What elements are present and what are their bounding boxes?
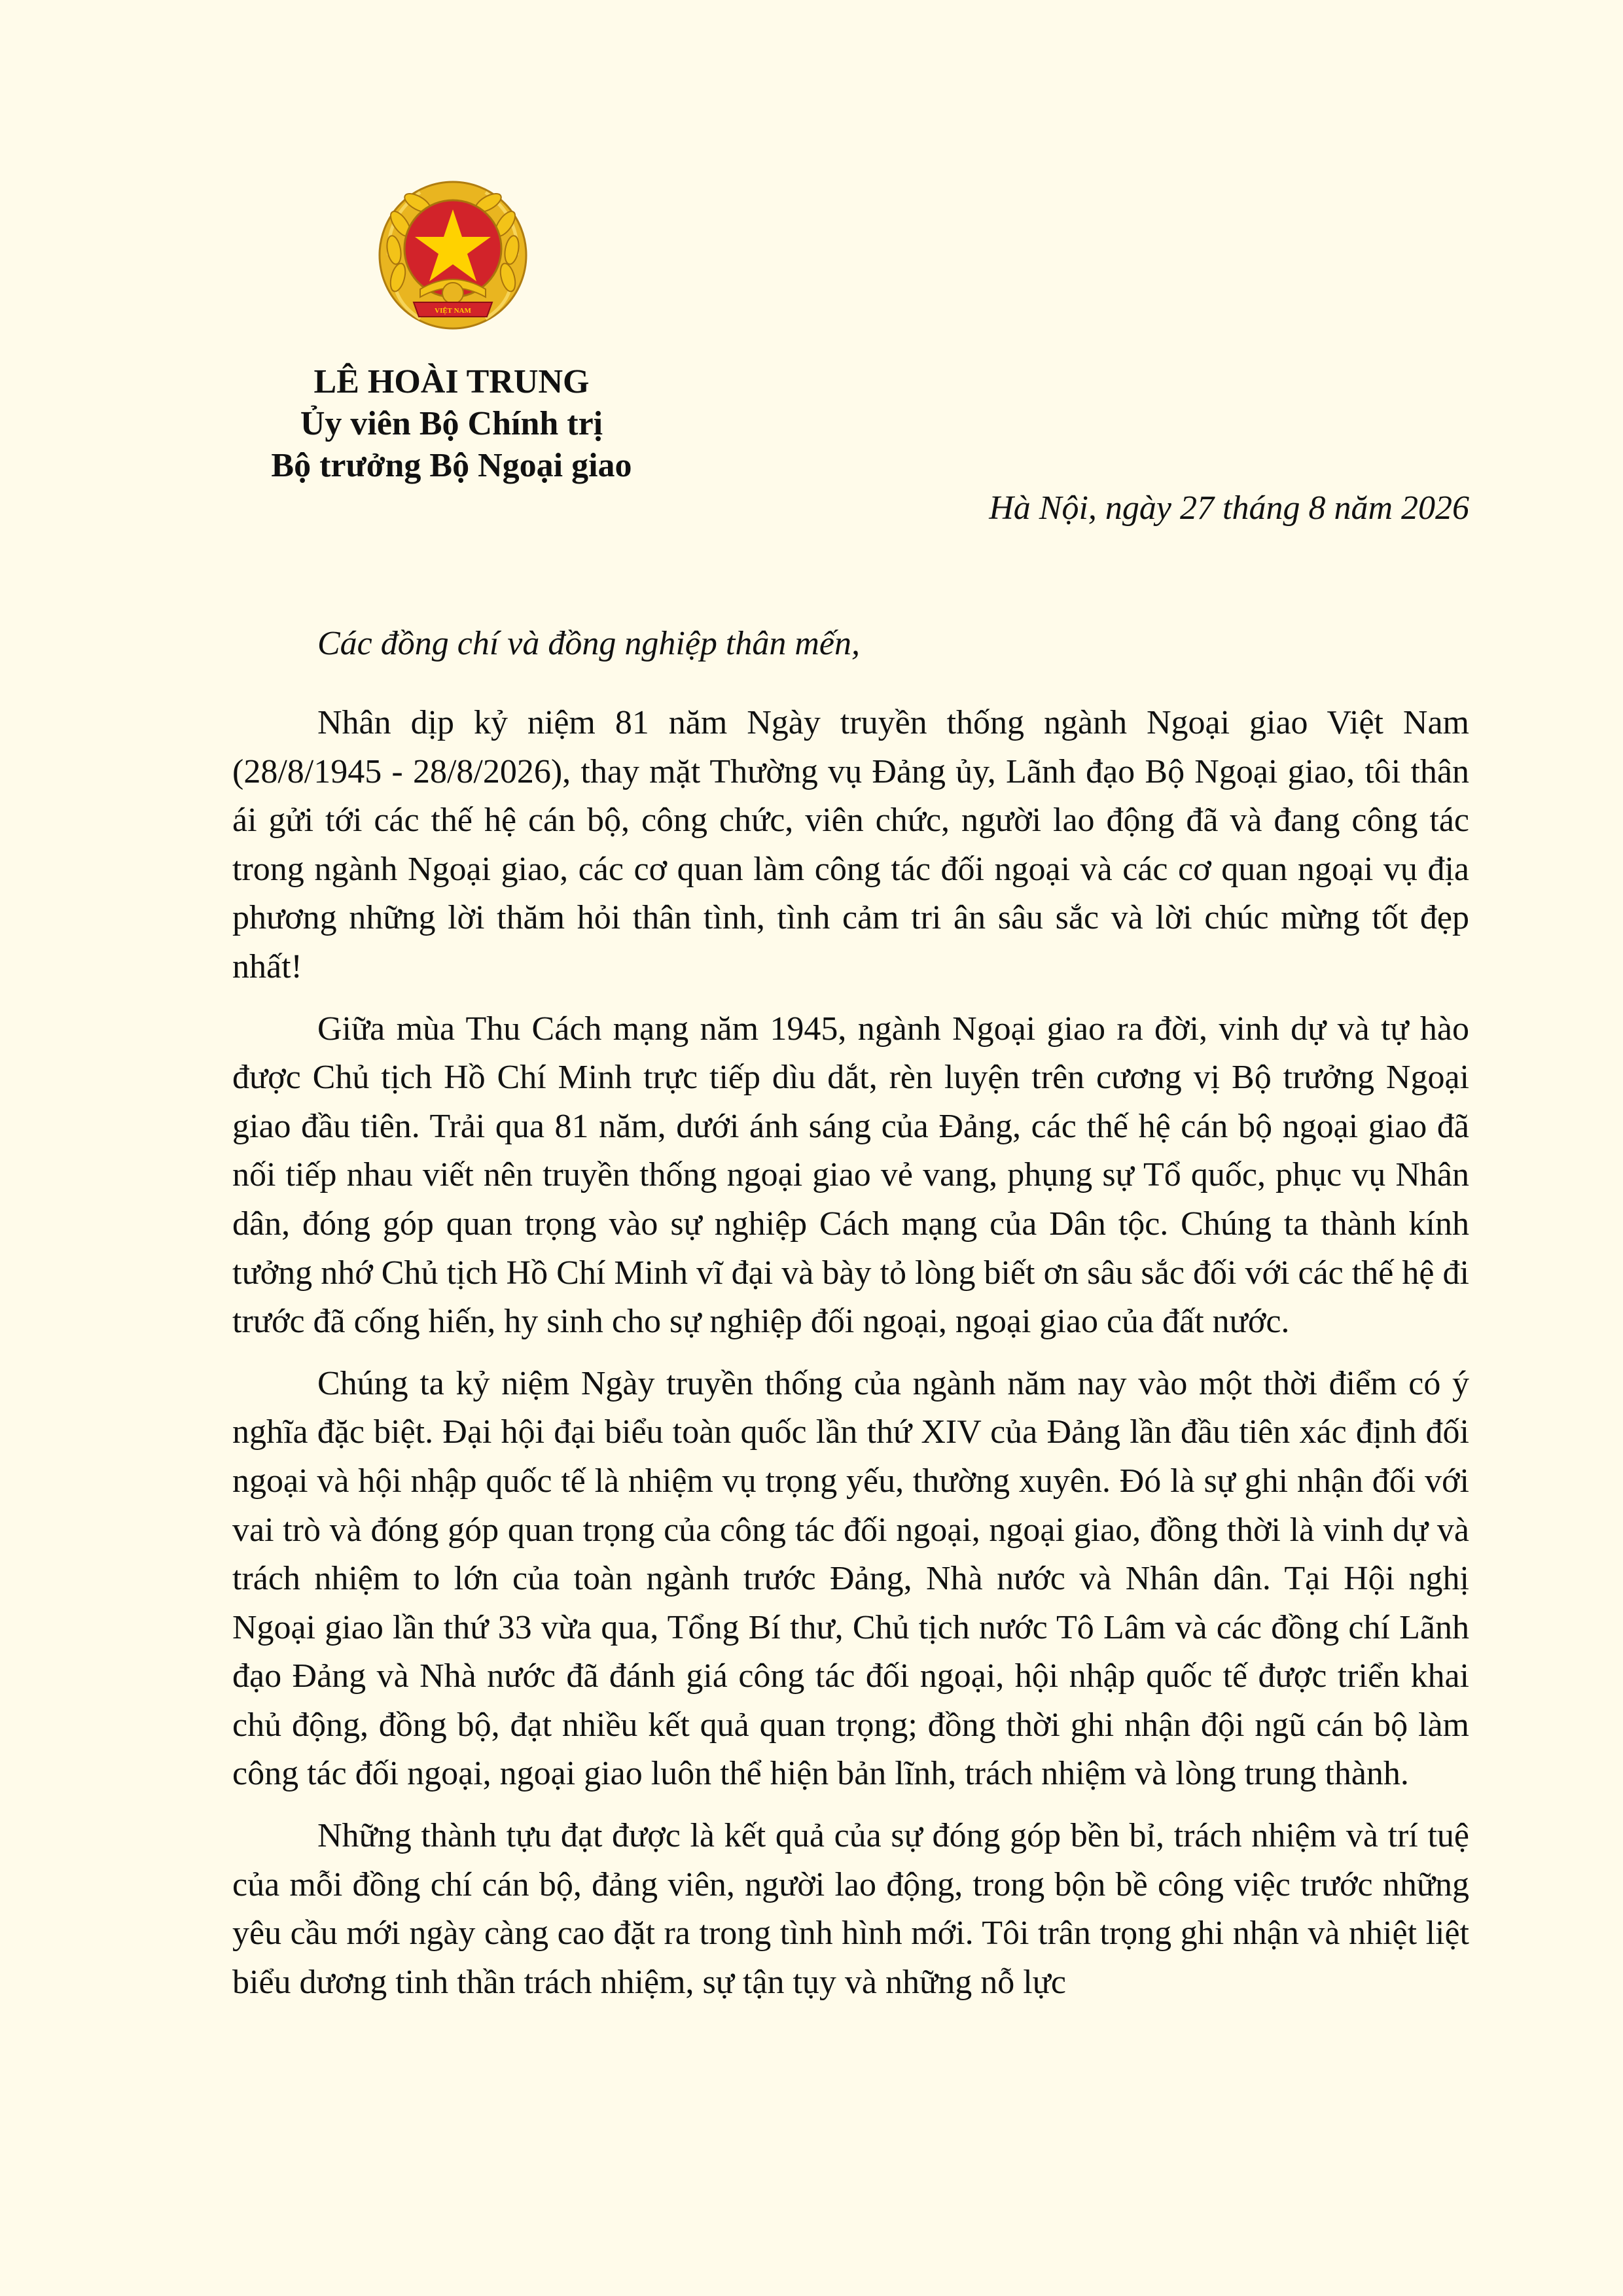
letter-body <box>232 699 1469 2020</box>
sender-name: LÊ HOÀI TRUNG <box>313 363 590 400</box>
sender-title-politburo: Ủy viên Bộ Chính trị <box>300 405 603 442</box>
national-emblem-icon <box>374 178 531 335</box>
paragraph: Giữa mùa Thu Cách mạng năm 1945, ngành Ngoại giao ra đời, vinh dự và tự hào được Chủ tịch Hồ Chí Minh trực tiếp dìu dắt, rèn luyện trên cương vị Bộ trưởng Ngoại giao đầu tiên. Trải qua 81 năm, dưới ánh sáng của Đảng, các thế hệ cán bộ ngoại giao đã nối tiếp nhau viết nên truyền thống ngoại giao vẻ vang, phụng sự Tổ quốc, phục vụ Nhân dân, đóng góp quan trọng vào sự nghiệp Cách mạng của Dân tộc. Chúng ta thành kính tưởng nhớ Chủ tịch Hồ Chí Minh vĩ đại và bày tỏ lòng biết ơn sâu sắc đối với các thế hệ đi trước đã cống hiến, hy sinh cho sự nghiệp đối ngoại, ngoại giao của đất nước. <box>232 1010 1469 1341</box>
paragraph: Chúng ta kỷ niệm Ngày truyền thống của ngành năm nay vào một thời điểm có ý nghĩa đặc biệt. Đại hội đại biểu toàn quốc lần thứ XIV của Đảng lần đầu tiên xác định đối ngoại và hội nhập quốc tế là nhiệm vụ trọng yếu, thường xuyên. Đó là sự ghi nhận đối với vai trò và đóng góp quan trọng của công tác đối ngoại, ngoại giao, đồng thời là vinh dự và trách nhiệm to lớn của toàn ngành trước Đảng, Nhà nước và Nhân dân. Tại Hội nghị Ngoại giao lần thứ 33 vừa qua, Tổng Bí thư, Chủ tịch nước Tô Lâm và các đồng chí Lãnh đạo Đảng và Nhà nước đã đánh giá công tác đối ngoại, hội nhập quốc tế được triển khai chủ động, đồng bộ, đạt nhiều kết quả quan trọng; đồng thời ghi nhận đội ngũ cán bộ làm công tác đối ngoại, ngoại giao luôn thể hiện bản lĩnh, trách nhiệm và lòng trung thành. <box>232 1364 1469 1793</box>
svg-text:VIỆT NAM: VIỆT NAM <box>435 307 471 315</box>
dateline: Hà Nội, ngày 27 tháng 8 năm 2026 <box>989 489 1469 527</box>
salutation: Các đồng chí và đồng nghiệp thân mến, <box>317 625 860 662</box>
paragraph: Nhân dịp kỷ niệm 81 năm Ngày truyền thống ngành Ngoại giao Việt Nam (28/8/1945 - 28/8/2026), thay mặt Thường vụ Đảng ủy, Lãnh đạo Bộ Ngoại giao, tôi thân ái gửi tới các thế hệ cán bộ, công chức, viên chức, người lao động đã và đang công tác trong ngành Ngoại giao, các cơ quan làm công tác đối ngoại và các cơ quan ngoại vụ địa phương những lời thăm hỏi thân tình, tình cảm tri ân sâu sắc và lời chúc mừng tốt đẹp nhất! <box>232 704 1469 985</box>
sender-title-minister: Bộ trưởng Bộ Ngoại giao <box>271 447 632 484</box>
paragraph: Những thành tựu đạt được là kết quả của sự đóng góp bền bỉ, trách nhiệm và trí tuệ của mỗi đồng chí cán bộ, đảng viên, người lao động, trong bộn bề công việc trước những yêu cầu mới ngày càng cao đặt ra trong tình hình mới. Tôi trân trọng ghi nhận và nhiệt liệt biểu dương tinh thần trách nhiệm, sự tận tụy và những nỗ lực <box>232 1817 1469 2001</box>
sender-block <box>196 361 707 487</box>
